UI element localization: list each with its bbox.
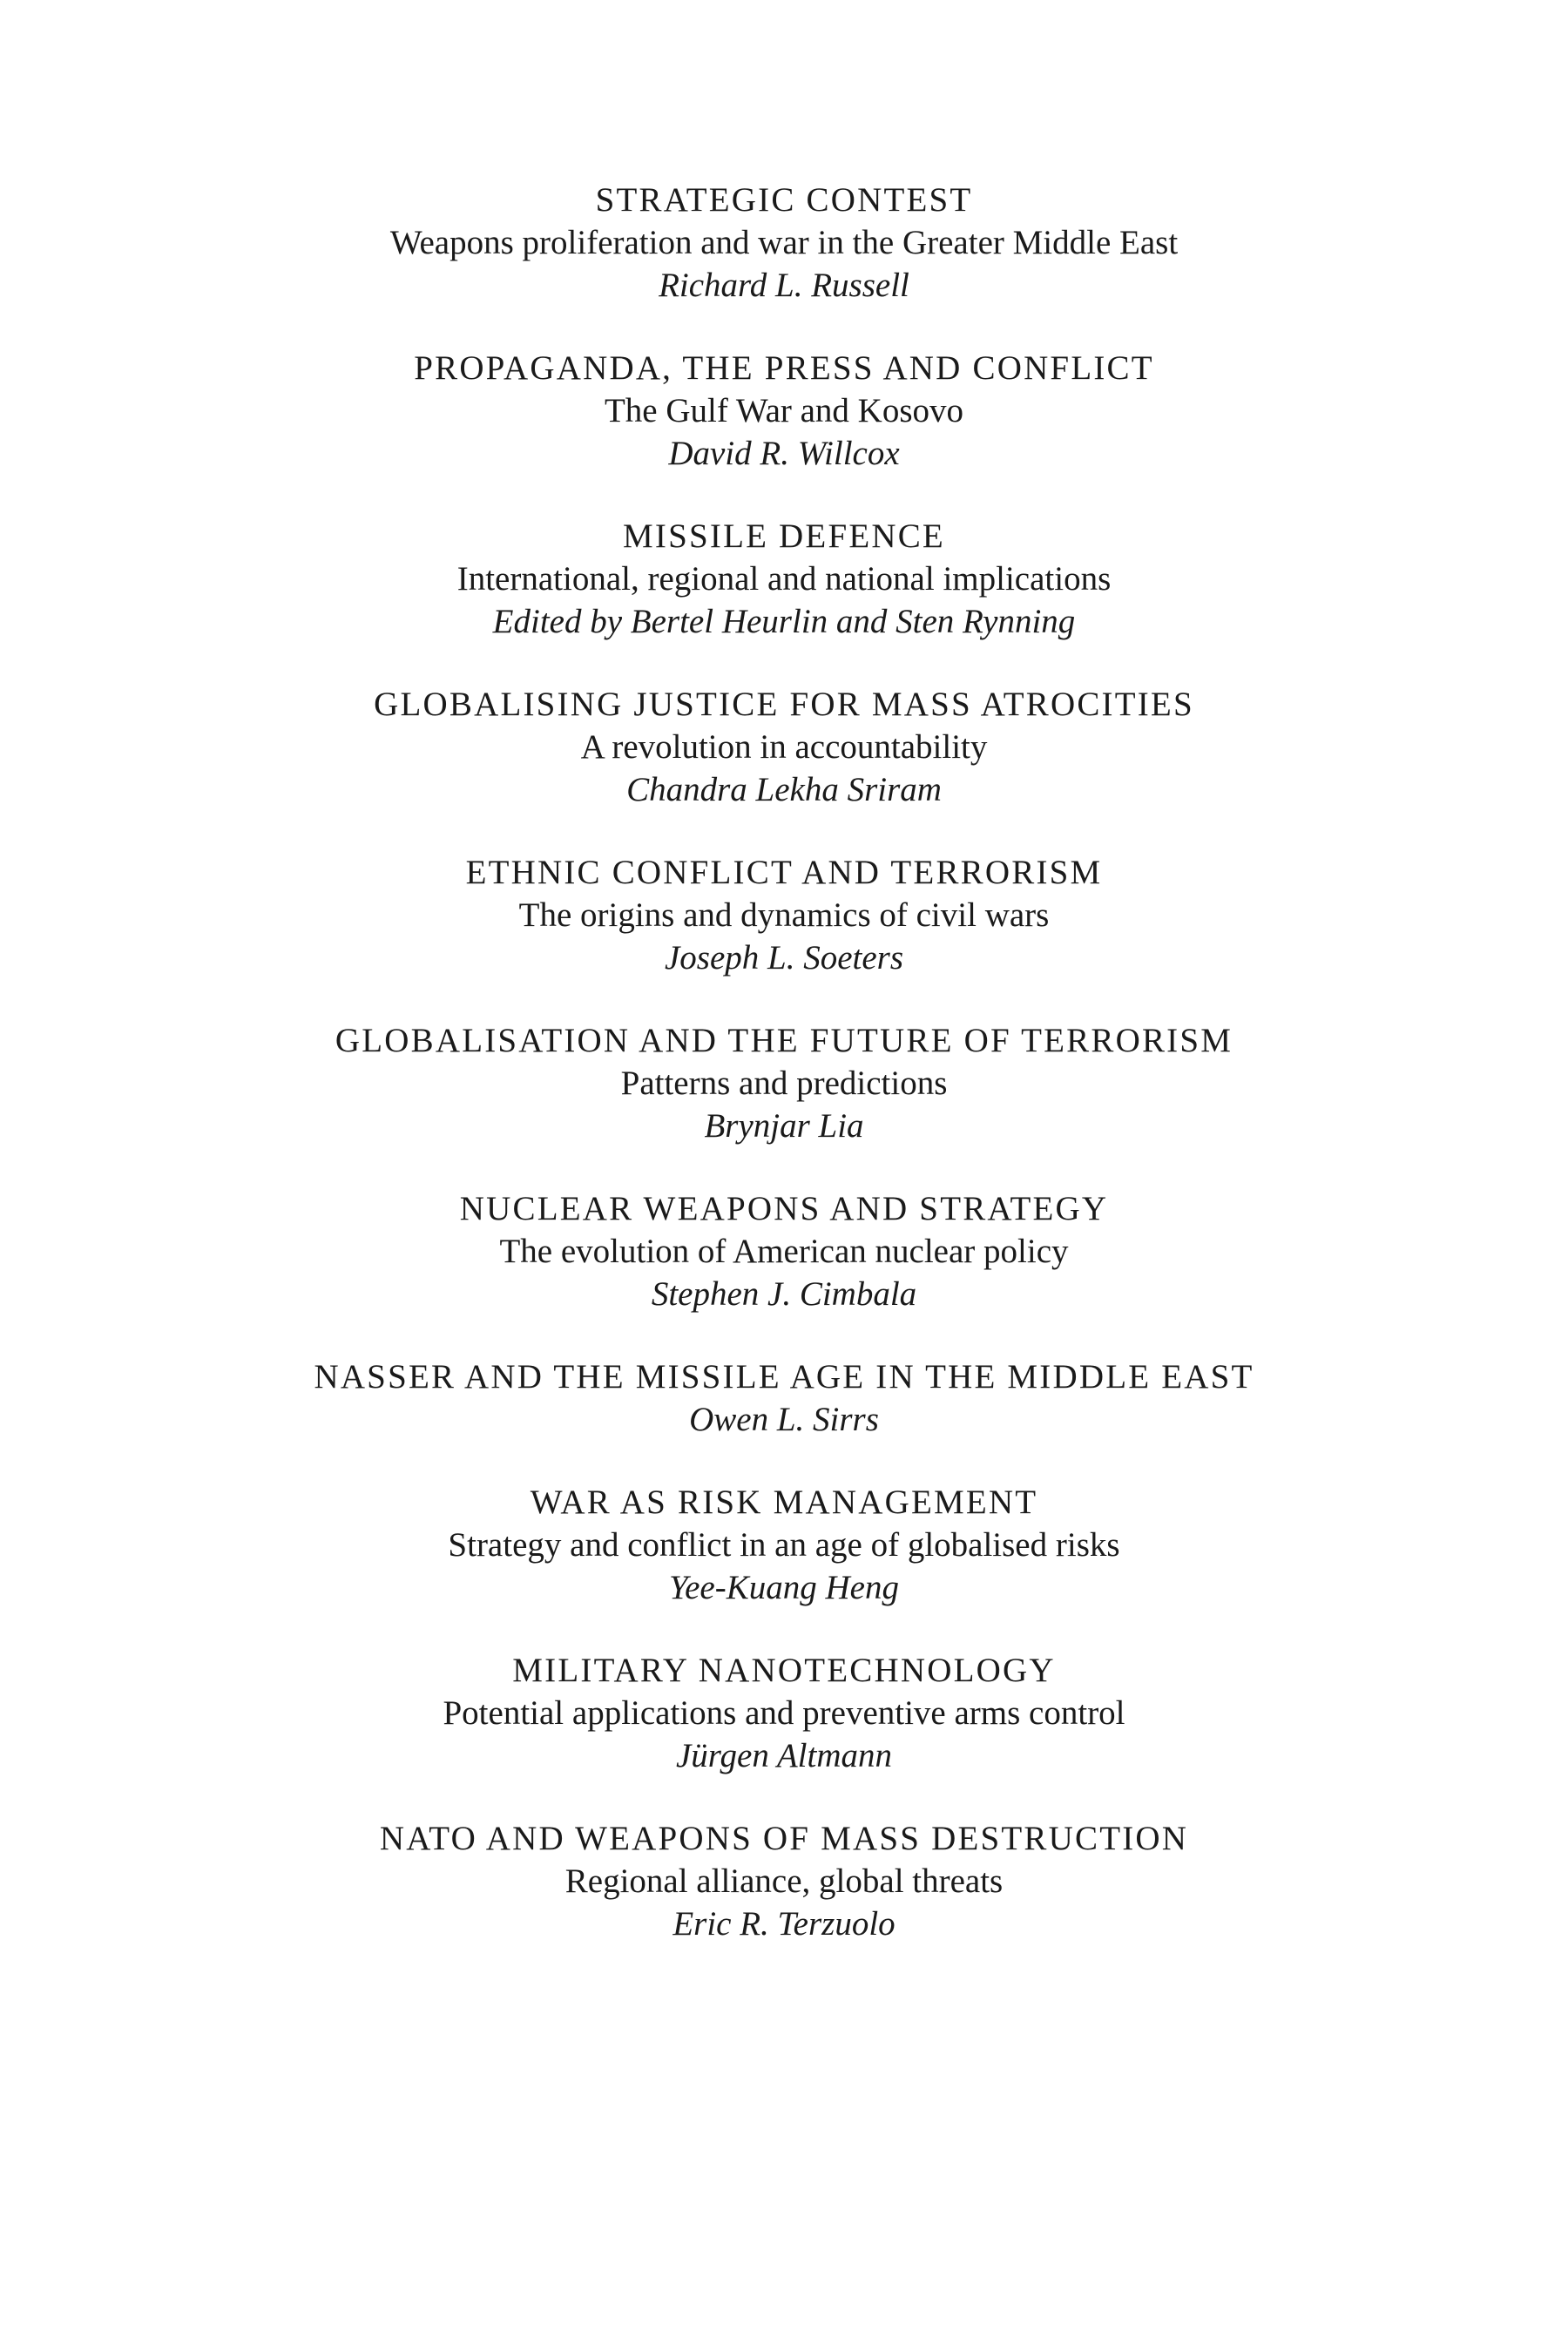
book-author: Brynjar Lia (704, 1107, 864, 1145)
book-author: Richard L. Russell (659, 267, 909, 304)
book-entry (0, 1481, 1568, 1609)
book-author: Stephen J. Cimbala (651, 1275, 917, 1313)
book-author: Joseph L. Soeters (664, 939, 904, 977)
book-title: NUCLEAR WEAPONS AND STRATEGY (459, 1190, 1109, 1227)
book-subtitle: The evolution of American nuclear policy (499, 1233, 1069, 1270)
book-author: David R. Willcox (668, 435, 900, 472)
series-book-list (0, 179, 1568, 1985)
book-title: STRATEGIC CONTEST (595, 181, 973, 219)
book-entry (0, 1817, 1568, 1945)
book-subtitle: The Gulf War and Kosovo (604, 392, 964, 429)
book-title: ETHNIC CONFLICT AND TERRORISM (465, 854, 1103, 891)
book-entry (0, 851, 1568, 979)
book-entry (0, 515, 1568, 643)
book-subtitle: Regional alliance, global threats (564, 1862, 1004, 1900)
book-title: MILITARY NANOTECHNOLOGY (512, 1652, 1056, 1689)
book-author: Jürgen Altmann (675, 1737, 893, 1774)
book-entry (0, 347, 1568, 475)
book-entry (0, 683, 1568, 811)
book-subtitle: Patterns and predictions (620, 1064, 948, 1102)
book-subtitle: A revolution in accountability (580, 728, 988, 766)
book-title: WAR AS RISK MANAGEMENT (530, 1484, 1038, 1521)
book-author: Edited by Bertel Heurlin and Sten Rynning (492, 603, 1076, 640)
book-author: Yee-Kuang Heng (669, 1569, 899, 1606)
book-title: MISSILE DEFENCE (623, 517, 945, 555)
book-title: GLOBALISING JUSTICE FOR MASS ATROCITIES (374, 686, 1194, 723)
book-subtitle: Potential applications and preventive arms control (443, 1694, 1125, 1732)
book-subtitle: The origins and dynamics of civil wars (518, 896, 1050, 934)
book-subtitle: Strategy and conflict in an age of globalised risks (448, 1526, 1120, 1564)
book-title: GLOBALISATION AND THE FUTURE OF TERRORISM (335, 1022, 1233, 1059)
book-author: Chandra Lekha Sriram (626, 771, 942, 808)
book-entry (0, 179, 1568, 307)
book-entry (0, 1019, 1568, 1147)
book-title: NASSER AND THE MISSILE AGE IN THE MIDDLE EAST (314, 1358, 1254, 1396)
book-entry (0, 1187, 1568, 1315)
book-title: NATO AND WEAPONS OF MASS DESTRUCTION (379, 1820, 1189, 1857)
book-entry (0, 1649, 1568, 1777)
book-entry (0, 1355, 1568, 1441)
book-subtitle: International, regional and national implications (456, 560, 1112, 598)
book-title: PROPAGANDA, THE PRESS AND CONFLICT (414, 349, 1154, 387)
book-author: Owen L. Sirrs (689, 1401, 879, 1438)
book-subtitle: Weapons proliferation and war in the Greater Middle East (389, 224, 1179, 261)
book-author: Eric R. Terzuolo (672, 1905, 896, 1943)
